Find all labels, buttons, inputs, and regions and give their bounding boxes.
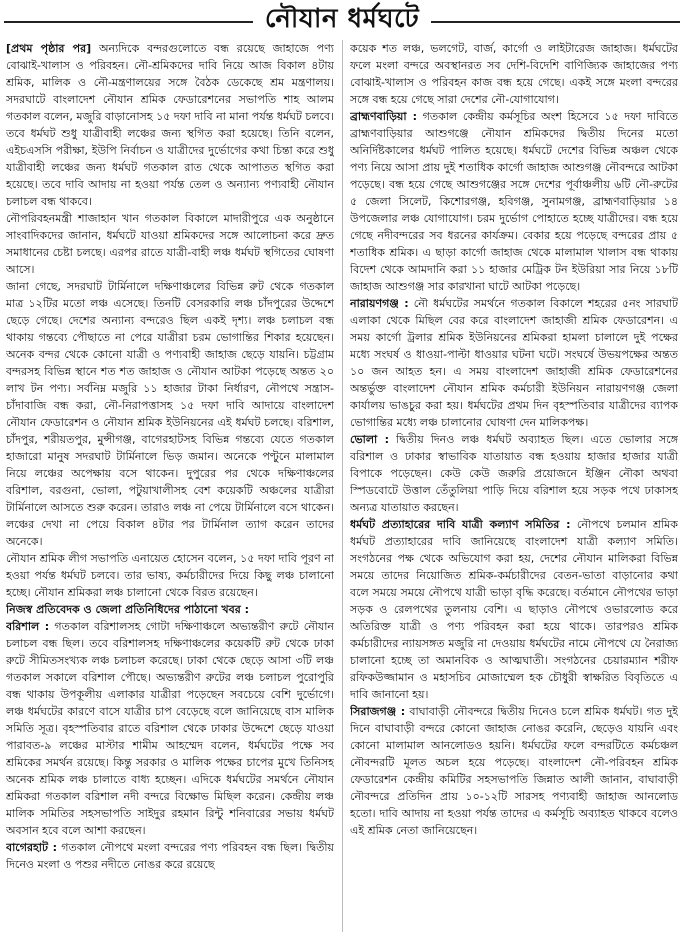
subheading-barishal: বরিশাল : xyxy=(6,620,50,633)
paragraph-text: গতকাল কেন্দ্রীয় কর্মসূচির অংশ হিসেবে ১৫ দফা দাবিতে ব্রাহ্মণবাড়িয়ার আশুগঞ্জে নৌযান শ্রমিকদের দ্বিতীয় দিনের মতো অনির্দিষ্টকালের ধর্মঘট পালিত হয়েছে। ধর্মঘটে দেশের বিভিন্ন অঞ্চল থেকে পণ্য নিয়ে আসা প্রায় দুই শতাধিক কার্গো জাহাজ আশুগঞ্জ নৌবন্দরে আটকা পড়েছে। বন্ধ হয়ে গেছে আশুগঞ্জের সঙ্গে দেশের পূর্বাঞ্চলীয় ৬টি নৌ-রুটের ৫ জেলা সিলেট, কিশোরগঞ্জ, হবিগঞ্জ, সুনামগঞ্জ, ব্রাহ্মণবাড়িয়ার ১৪ উপজেলার লঞ্চ যোগাযোগ। চরম দুর্ভোগ পোহাতে হচ্ছে যাত্রীদের। বন্ধ হয়ে গেছে নদীবন্দরের সব ধরনের কার্যক্রম। বেকার হয়ে পড়েছে বন্দরের প্রায় ৫ শতাধিক শ্রমিক। এ ছাড়া কার্গো জাহাজ থেকে মালামাল খালাস বন্ধ থাকায় বিদেশ থেকে আমদানি করা ১১ হাজার মেট্রিক টন ইউরিয়া সার নিয়ে ১৮টি জাহাজ আশুগঞ্জ সার কারখানা ঘাটে আটকা পড়েছে। xyxy=(350,110,678,293)
subheading-brahmanbaria: ব্রাহ্মণবাড়িয়া : xyxy=(350,110,417,123)
continuation-label: [প্রথম পৃষ্ঠার পর] xyxy=(6,42,92,55)
paragraph-text: গতকাল নৌপথে মংলা বন্দরের পণ্য পরিবহন বন্ধ ছিল। দ্বিতীয় দিনেও মংলা ও পশুর নদীতে নোঙর করে রয়েছে xyxy=(6,841,334,871)
headline-rule-right xyxy=(431,21,680,23)
paragraph xyxy=(350,703,678,839)
paragraph-text: নৌপথে চলমান শ্রমিক ধর্মঘট প্রত্যাহারের দাবি জানিয়েছে বাংলাদেশ যাত্রী কল্যাণ সমিতি। সংগঠনের পক্ষ থেকে অভিযোগ করা হয়, দেশের নৌযান মালিকরা বিভিন্ন সময়ে তাদের নিয়োজিত শ্রমিক-কর্মচারীদের বেতন-ভাতা বাড়ানোর কথা বলে সময়ে সময়ে নৌপথে যাত্রী ভাড়া বৃদ্ধি করেছে। বর্তমানে নৌপথের ভাড়া সড়ক ও রেলপথের তুলনায় বেশি। এ ছাড়াও নৌপথে ওভারলোড করে অতিরিক্ত যাত্রী ও পণ্য পরিবহন করা হয়ে থাকে। তারপরও শ্রমিক কর্মচারীদের ন্যায়সঙ্গত মজুরি না দেওয়ায় ধর্মঘটের নামে নৌপথে যে নৈরাজ্য চালানো হচ্ছে তা অমানবিক ও আত্মঘাতী। সংগঠনের চেয়ারম্যান শরীফ রফিকউজ্জামান ও মহাসচিব মোজাম্মেল হক চৌধুরী স্বাক্ষরিত বিবৃতিতে এ দাবি জানানো হয়। xyxy=(350,518,678,701)
paragraph-text: গতকাল বরিশালসহ গোটা দক্ষিণাঞ্চলে অভ্যন্তরীণ রুটে নৌযান চলাচল বন্ধ ছিল। তবে বরিশালসহ দক্ষিণাঞ্চলের কয়েকটি রুট থেকে ঢাকা রুটে সীমিতসংখ্যক লঞ্চ চলাচল করেছে। ঢাকা থেকে ছেড়ে আসা ৩টি লঞ্চ গতকাল সকালে বরিশাল পৌছে। অভ্যন্তরীণ রুটের লঞ্চ চলাচল পুরোপুরি বন্ধ থাকায় উপকূলীয় এলাকার যাত্রীরা পড়েছেন সবচেয়ে বেশি দুর্ভোগে। লঞ্চ ধর্মঘটের কারণে বাসে যাত্রীর চাপ বেড়েছে বলে জানিয়েছে বাস মালিক সমিতি সূত্র। বৃহস্পতিবার রাতে বরিশাল থেকে ঢাকার উদ্দেশে ছেড়ে যাওয়া পারাবত-৯ লঞ্চের মাস্টার শামীম আহম্মেদ বলেন, ধর্মঘটের পক্ষে সব শ্রমিকের সমর্থন রয়েছে। কিন্তু সরকার ও মালিক পক্ষের চাপের মুখে তিনিসহ অনেক শ্রমিক লঞ্চ চালাতে বাধ্য হচ্ছেন। এদিকে ধর্মঘটের সমর্থনে নৌযান শ্রমিকরা গতকাল বরিশাল নদী বন্দরে বিক্ষোভ মিছিল করেন। কেন্দ্রীয় লঞ্চ মালিক সমিতির সহসভাপতি সাইদুর রহমান রিন্টু শনিবারের সভায় ধর্মঘট অবসান হবে বলে আশা করছেন। xyxy=(6,620,334,837)
headline-rule-left xyxy=(4,21,253,23)
headline: নৌযান ধর্মঘটে xyxy=(264,4,420,34)
column-divider xyxy=(342,40,343,932)
paragraph: নৌপরিবহনমন্ত্রী শাজাহান খান গতকাল বিকালে মাদারীপুরে এক অনুষ্ঠানে সাংবাদিকদের জানান, ধর্মঘটে যাওয়া শ্রমিকদের সঙ্গে আলোচনা করে দ্রুত সমাধানের চেষ্টা চলছে। এরপর রাতে যাত্রী-বাহী লঞ্চ ধর্মঘট স্থগিতের ঘোষণা আসে। xyxy=(6,212,334,276)
subheading-passenger-welfare: ধর্মঘট প্রত্যাহারের দাবি যাত্রী কল্যাণ সমিতির : xyxy=(350,518,571,531)
column-left xyxy=(6,40,334,932)
subheading-sirajganj: সিরাজগঞ্জ : xyxy=(350,705,406,718)
headline-band xyxy=(0,0,684,40)
paragraph: জানা গেছে, সদরঘাট টার্মিনালে দক্ষিণাঞ্চলের বিভিন্ন রুট থেকে গতকাল মাত্র ১২টির মতো লঞ্চ এসেছে। তিনটি বেসরকারি লঞ্চ চাঁদপুরের উদ্দেশে ছেড়ে গেছে। দেশের অন্যান্য বন্দরেও ছিল একই দৃশ্য। লঞ্চ চলাচল বন্ধ থাকায় গন্তব্যে পৌছাতে না পেরে যাত্রীরা চরম ভোগান্তির শিকার হয়েছেন। অনেক বন্দর থেকে কোনো যাত্রী ও পণ্যবাহী জাহাজ ছেড়ে যায়নি। চট্টগ্রাম বন্দরসহ বিভিন্ন স্থানে শত শত জাহাজ ও নৌযান আটকা পড়েছে অন্তত ২০ লাখ টন পণ্য। সর্বনিম্ন মজুরি ১১ হাজার টাকা নির্ধারণ, নৌপথে সন্ত্রাস-চাঁদাবাজি বন্ধ করা, নৌ-নিরাপত্তাসহ ১৫ দফা দাবি আদায়ে বাংলাদেশ নৌযান ফেডারেশন ও নৌযান শ্রমিক ইউনিয়নের এই ধর্মঘট চলছে। বরিশাল, চাঁদপুর, শরীয়তপুর, মুন্সীগঞ্জ, বাগেরহাটসহ বিভিন্ন গন্তব্যে যেতে গতকাল হাজারো মানুষ সদরঘাট টার্মিনালে ভিড় জমান। অনেকে পণ্টুনে মালামাল নিয়ে লঞ্চের অপেক্ষায় বসে থাকেন। দুপুরের পর থেকে দক্ষিণাঞ্চলের বরিশাল, বরগুনা, ভোলা, পটুয়াখালীসহ বেশ কয়েকটি অঞ্চলের যাত্রীরা টার্মিনালে আসতে শুরু করেন। তারাও লঞ্চ না পেয়ে টার্মিনালে বসে থাকেন। লঞ্চের দেখা না পেয়ে বিকাল ৪টার পর টার্মিনাল ত্যাগ করেন তাদের অনেকে। xyxy=(6,280,334,548)
subheading-bagerhat: বাগেরহাট : xyxy=(6,841,57,854)
paragraph xyxy=(350,108,678,295)
column-right xyxy=(350,40,678,932)
paragraph xyxy=(6,618,334,839)
section-heading: নিজস্ব প্রতিবেদক ও জেলা প্রতিনিধিদের পাঠানো খবর : xyxy=(6,603,250,616)
paragraph: নৌযান শ্রমিক লীগ সভাপতি এনায়েত হোসেন বলেন, ১৫ দফা দাবি পূরণ না হওয়া পর্যন্ত ধর্মঘট চলবে। তার ভাষ্য, কর্মচারীদের দিয়ে কিছু লঞ্চ চালানো হচ্ছে। নৌযান শ্রমিকরা লঞ্চ চালানো থেকে বিরত রয়েছেন। xyxy=(6,552,334,599)
paragraph-text: নৌ ধর্মঘটের সমর্থনে গতকাল বিকালে শহরের ৫নং সারঘাট এলাকা থেকে মিছিল বের করে বাংলাদেশ জাহাজী শ্রমিক ফেডারেশন। এ সময় কার্গো ট্রলার শ্রমিক ইউনিয়নের শ্রমিকরা হামলা চালালে দুই পক্ষের মধ্যে সংঘর্ষ ও ধাওয়া-পাল্টা ধাওয়ার ঘটনা ঘটে। সংঘর্ষে উভয়পক্ষের অন্তত ১০ জন আহত হন। এ সময় বাংলাদেশ জাহাজী শ্রমিক ফেডারেশনের অন্তর্ভুক্ত বাংলাদেশ নৌযান শ্রমিক কর্মচারী ইউনিয়ন নারায়ণগঞ্জ জেলা কার্যালয় ভাঙচুর করা হয়। ধর্মঘটের প্রথম দিন বৃহস্পতিবার যাত্রীদের ব্যাপক ভোগান্তির মধ্যে লঞ্চ চালানোর ঘোষণা দেন মালিকপক্ষ। xyxy=(350,297,678,429)
paragraph-text: দ্বিতীয় দিনও লঞ্চ ধর্মঘট অব্যাহত ছিল। এতে ভোলার সঙ্গে বরিশাল ও ঢাকার স্বাভাবিক যাতায়াত বন্ধ হওয়ায় হাজার হাজার যাত্রী বিপাকে পড়েছেন। কেউ কেউ জরুরি প্রয়োজনে ইঞ্জিন নৌকা অথবা স্পিডবোটে উত্তাল তেঁতুলিয়া পাড়ি দিয়ে বরিশাল হয়ে সড়ক পথে ঢাকাসহ অন্যত্র যাতায়াত করছেন। xyxy=(350,433,678,514)
paragraph xyxy=(350,431,678,516)
paragraph-text: বাঘাবাড়ী নৌবন্দরে দ্বিতীয় দিনেও চলে শ্রমিক ধর্মঘট। গত দুই দিনে বাঘাবাড়ী বন্দরে কোনো জাহাজ নোঙর করেনি, ছেড়েও যায়নি এবং কোনো মালামাল আনলোডও হয়নি। ধর্মঘটের ফলে বন্দরটিতে কর্মচঞ্চল নৌবন্দরটি মূলত অচল হয়ে পড়েছে। বাংলাদেশ নৌ-পরিবহন শ্রমিক ফেডারেশন কেন্দ্রীয় কমিটির সহসভাপতি জিন্নাত আলী জানান, বাঘাবাড়ী নৌবন্দরে প্রতিদিন প্রায় ১০-১২টি সারসহ পণ্যবাহী জাহাজ আনলোড হতো। দাবি আদায় না হওয়া পর্যন্ত তাদের এ কর্মসূচি অব্যাহত থাকবে বলেও এই শ্রমিক নেতা জানিয়েছেন। xyxy=(350,705,678,837)
paragraph xyxy=(6,40,334,210)
paragraph xyxy=(350,295,678,431)
paragraph xyxy=(6,839,334,873)
article-columns xyxy=(6,40,678,932)
subheading-bhola: ভোলা : xyxy=(350,433,390,446)
subheading-narayanganj: নারায়ণগঞ্জ : xyxy=(350,297,409,310)
paragraph: কয়েক শত লঞ্চ, ভলগেট, বার্জ, কার্গো ও লাইটারেজ জাহাজ। ধর্মঘটের ফলে মংলা বন্দরে অবস্থানরত সব দেশি-বিদেশি বাণিজ্যিক জাহাজের পণ্য বোঝাই-খালাস ও পরিবহন কাজ বন্ধ হয়ে গেছে। একই সঙ্গে মংলা বন্দরের সঙ্গে বন্ধ হয়ে গেছে সারা দেশের নৌ-যোগাযোগ। xyxy=(350,42,678,106)
paragraph xyxy=(350,516,678,703)
paragraph-text: অন্যদিকে বন্দরগুলোতে বন্ধ রয়েছে জাহাজে পণ্য বোঝাই-খালাস ও পরিবহন। নৌ-শ্রমিকদের দাবি নিয়ে আজ বিকাল ৪টায় শ্রমিক, মালিক ও নৌ-মন্ত্রণালয়ের সঙ্গে বৈঠক ডেকেছে শ্রম মন্ত্রণালয়। সদরঘাটে বাংলাদেশ নৌযান শ্রমিক ফেডারেশনের সভাপতি শাহ আলম গতকাল বলেন, মজুরি বাড়ানোসহ ১৫ দফা দাবি না মানা পর্যন্ত ধর্মঘট চলবে। তবে ধর্মঘট শুধু যাত্রীবাহী লঞ্চের জন্য স্থগিত করা হয়েছে। তিনি বলেন, এইচএসসি পরীক্ষা, ইউপি নির্বাচন ও যাত্রীদের দুর্ভোগের কথা চিন্তা করে শুধু যাত্রীবাহী লঞ্চের জন্য ধর্মঘট গতকাল রাত থেকে আপাতত স্থগিত করা হয়েছে। তবে দাবি আদায় না হওয়া পর্যন্ত তেল ও অন্যান্য পণ্যবাহী নৌযান চলাচল বন্ধ থাকবে। xyxy=(6,42,334,208)
